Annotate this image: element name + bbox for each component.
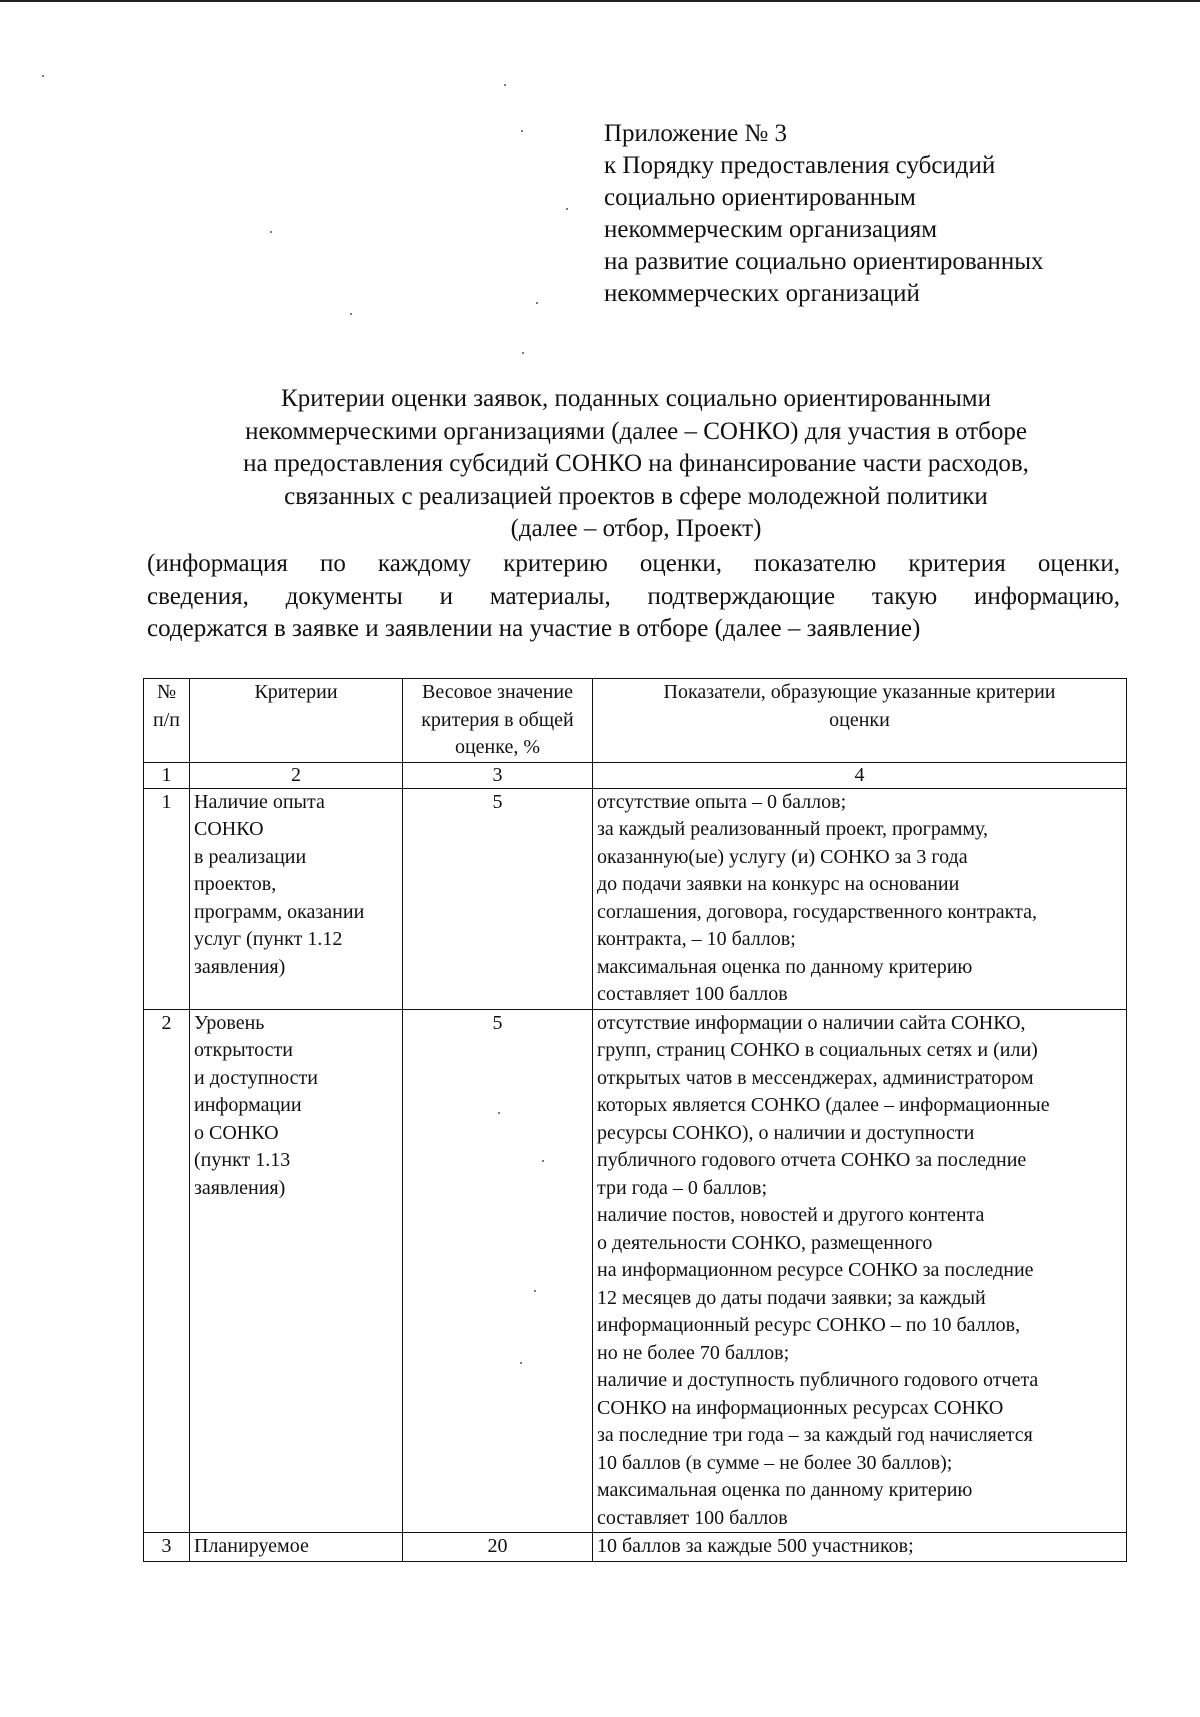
indicator-line: максимальная оценка по данному критерию xyxy=(597,1479,973,1501)
criteria-line: и доступности xyxy=(194,1066,318,1089)
indicator-line: 10 баллов (в сумме – не более 30 баллов); xyxy=(597,1451,953,1474)
criteria-line: Планируемое xyxy=(194,1535,309,1557)
header-num xyxy=(144,679,190,763)
indicator-line: максимальная оценка по данному критерию xyxy=(597,955,973,978)
indicator-line: отсутствие опыта – 0 баллов; xyxy=(597,790,847,813)
appendix-line: некоммерческих организаций xyxy=(604,280,920,307)
indicator-line: 12 месяцев до даты подачи заявки; за каждый xyxy=(597,1286,986,1309)
indicator-line: открытых чатов в мессенджерах, администратором xyxy=(597,1066,1034,1089)
scan-speck xyxy=(522,352,524,354)
header-indicators-line: Показатели, образующие указанные критерии xyxy=(663,681,1056,703)
scan-speck xyxy=(566,208,568,210)
header-weight xyxy=(403,679,593,763)
appendix-line: на развитие социально ориентированных xyxy=(604,248,1044,275)
row-weight: 20 xyxy=(403,1533,593,1562)
title-line: (далее – отбор, Проект) xyxy=(510,515,762,542)
header-criteria xyxy=(190,679,403,763)
title-line: на предоставления субсидий СОНКО на финансирование части расходов, xyxy=(243,450,1029,477)
criteria-line: услуг (пункт 1.12 xyxy=(194,928,343,950)
header-indicators xyxy=(593,679,1127,763)
row-number: 2 xyxy=(144,1009,190,1533)
indicator-line: СОНКО на информационных ресурсах СОНКО xyxy=(597,1396,1004,1419)
table-row xyxy=(144,1009,1127,1533)
info-paragraph xyxy=(147,548,1120,646)
table-row xyxy=(144,1533,1127,1562)
header-criteria-line: Критерии xyxy=(254,681,338,703)
header-weight-line: оценке, % xyxy=(454,736,541,758)
criteria-line: открытости xyxy=(194,1039,293,1061)
column-number: 1 xyxy=(144,762,190,788)
indicator-line: на информационном ресурсе СОНКО за последние xyxy=(597,1259,1034,1281)
column-number-row xyxy=(144,762,1127,788)
appendix-line: социально ориентированным xyxy=(604,184,916,211)
scan-speck xyxy=(536,302,538,304)
indicator-line: наличие и доступность публичного годового отчета xyxy=(597,1369,1039,1391)
column-number: 2 xyxy=(190,762,403,788)
header-num-line: № xyxy=(156,681,177,703)
header-weight-line: Весовое значение xyxy=(422,681,573,703)
indicator-line: за последние три года – за каждый год начисляется xyxy=(597,1424,1033,1446)
info-line: содержатся в заявке и заявлении на участие в отборе (далее – заявление) xyxy=(147,615,921,642)
row-indicators xyxy=(593,788,1127,1009)
top-border-line xyxy=(0,0,1200,2)
info-line: сведения, документы и материалы, подтверждающие такую информацию, xyxy=(147,582,1120,610)
scan-speck xyxy=(504,84,506,86)
indicator-line: контракта, – 10 баллов; xyxy=(597,928,796,950)
appendix-heading xyxy=(604,118,1164,310)
header-num-line: п/п xyxy=(153,708,180,731)
appendix-line: Приложение № 3 xyxy=(604,120,788,147)
header-indicators-line: оценки xyxy=(829,708,890,731)
scan-speck xyxy=(42,75,44,77)
row-weight: 5 xyxy=(403,788,593,1009)
indicator-line: наличие постов, новостей и другого контента xyxy=(597,1204,985,1226)
criteria-line: заявления) xyxy=(194,1176,286,1199)
info-line: (информация по каждому критерию оценки, показателю критерия оценки, xyxy=(147,550,1120,577)
indicator-line: ресурсы СОНКО), о наличии и доступности xyxy=(597,1121,975,1144)
indicator-line: до подачи заявки на конкурс на основании xyxy=(597,873,960,895)
column-number: 3 xyxy=(403,762,593,788)
scan-speck xyxy=(521,130,523,132)
document-title xyxy=(140,383,1132,546)
row-number: 1 xyxy=(144,788,190,1009)
criteria-line: заявления) xyxy=(194,955,286,978)
column-number: 4 xyxy=(593,762,1127,788)
indicator-line: групп, страниц СОНКО в социальных сетях и (или) xyxy=(597,1039,1038,1061)
indicator-line: о деятельности СОНКО, размещенного xyxy=(597,1231,933,1254)
indicator-line: но не более 70 баллов; xyxy=(597,1341,790,1364)
appendix-line: некоммерческим организациям xyxy=(604,216,938,243)
criteria-line: программ, оказании xyxy=(194,900,365,923)
scan-speck xyxy=(270,231,272,233)
indicator-line: информационный ресурс СОНКО – по 10 баллов, xyxy=(597,1314,1021,1336)
title-line: Критерии оценки заявок, поданных социально ориентированными xyxy=(281,385,991,412)
indicator-line: соглашения, договора, государственного контракта, xyxy=(597,900,1037,923)
criteria-line: проектов, xyxy=(194,873,277,895)
indicator-line: отсутствие информации о наличии сайта СОНКО, xyxy=(597,1011,1026,1034)
criteria-table xyxy=(143,678,1127,1562)
criteria-line: Наличие опыта xyxy=(194,790,325,813)
indicator-line: составляет 100 баллов xyxy=(597,983,788,1005)
appendix-line: к Порядку предоставления субсидий xyxy=(604,152,996,179)
indicator-line: 10 баллов за каждые 500 участников; xyxy=(597,1535,914,1557)
indicator-line: которых является СОНКО (далее – информационные xyxy=(597,1094,1050,1116)
indicator-line: публичного годового отчета СОНКО за последние xyxy=(597,1149,1027,1171)
row-criteria xyxy=(190,788,403,1009)
row-indicators xyxy=(593,1533,1127,1562)
title-line: связанных с реализацией проектов в сфере молодежной политики xyxy=(284,482,988,510)
criteria-line: Уровень xyxy=(194,1011,265,1034)
row-weight: 5 xyxy=(403,1009,593,1533)
indicator-line: оказанную(ые) услугу (и) СОНКО за 3 года xyxy=(597,845,968,868)
criteria-line: информации xyxy=(194,1094,302,1116)
indicator-line: составляет 100 баллов xyxy=(597,1506,788,1529)
header-weight-line: критерия в общей xyxy=(421,708,574,731)
criteria-line: (пункт 1.13 xyxy=(194,1149,291,1171)
indicator-line: за каждый реализованный проект, программу, xyxy=(597,818,989,840)
row-criteria xyxy=(190,1009,403,1533)
criteria-line: о СОНКО xyxy=(194,1121,279,1144)
table-header-row xyxy=(144,679,1127,763)
title-line: некоммерческими организациями (далее – СОНКО) для участия в отборе xyxy=(245,417,1027,445)
row-criteria xyxy=(190,1533,403,1562)
scan-speck xyxy=(350,313,352,315)
row-indicators xyxy=(593,1009,1127,1533)
criteria-line: в реализации xyxy=(194,845,307,868)
table-row xyxy=(144,788,1127,1009)
criteria-line: СОНКО xyxy=(194,818,264,840)
indicator-line: три года – 0 баллов; xyxy=(597,1176,768,1199)
row-number: 3 xyxy=(144,1533,190,1562)
